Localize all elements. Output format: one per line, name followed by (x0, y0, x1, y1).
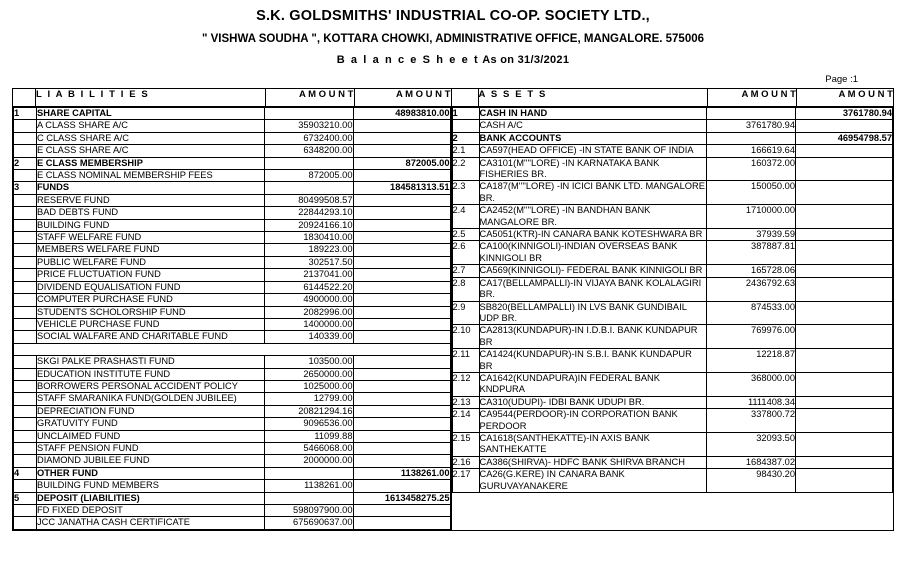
table-row (452, 145, 893, 157)
table-row (452, 229, 893, 241)
row-amount: 3761780.94 (707, 120, 796, 132)
row-amount: 6348200.00 (264, 145, 353, 157)
row-serial (14, 393, 37, 405)
row-amount-total (796, 301, 893, 325)
row-serial (14, 480, 37, 492)
row-amount-total (796, 409, 893, 433)
row-serial (14, 418, 37, 430)
row-serial (14, 405, 37, 417)
table-row (14, 170, 451, 182)
header-liabilities-sn (13, 89, 36, 107)
table-row (14, 207, 451, 219)
row-amount: 337800.72 (707, 409, 796, 433)
row-serial: 2.3 (452, 181, 479, 205)
row-amount-total (353, 219, 450, 231)
row-amount (264, 157, 353, 169)
table-row (14, 182, 451, 194)
row-amount-total (353, 269, 450, 281)
row-amount-total (796, 205, 893, 229)
table-row (452, 181, 893, 205)
table-row (14, 306, 451, 318)
row-serial: 2.17 (452, 469, 479, 493)
row-label: STAFF SMARANIKA FUND(GOLDEN JUBILEE) (37, 393, 265, 405)
row-label: CA5051(KTR)-IN CANARA BANK KOTESHWARA BR (479, 229, 707, 241)
row-serial (14, 356, 37, 368)
row-serial (14, 368, 37, 380)
row-label: CA1642(KUNDAPURA)IN FEDERAL BANK KNDPURA (479, 372, 707, 396)
row-amount-total (353, 380, 450, 392)
row-amount-total (353, 331, 450, 343)
row-serial: 1 (452, 108, 479, 120)
row-label: CA2452(M''''LORE) -IN BANDHAN BANK MANGALORE BR. (479, 205, 707, 229)
table-row (452, 469, 893, 493)
table-row (14, 455, 451, 467)
row-label: CA26(G.KERE) IN CANARA BANK GURUVAYANAKERE (479, 469, 707, 493)
header-assets-sn (451, 89, 478, 107)
row-label: BUILDING FUND (37, 219, 265, 231)
row-serial: 2.4 (452, 205, 479, 229)
row-amount-total (353, 306, 450, 318)
row-serial: 4 (14, 467, 37, 479)
row-amount: 2137041.00 (264, 269, 353, 281)
row-amount-total (796, 469, 893, 493)
row-serial: 2.11 (452, 349, 479, 373)
row-amount: 35903210.00 (264, 120, 353, 132)
row-amount-total (353, 256, 450, 268)
row-amount: 6144522.20 (264, 281, 353, 293)
row-amount: 12218.87 (707, 349, 796, 373)
row-label: STAFF WELFARE FUND (37, 232, 265, 244)
row-amount-total (353, 145, 450, 157)
row-amount: 5466068.00 (264, 442, 353, 454)
row-label: RESERVE FUND (37, 194, 265, 206)
row-serial (14, 430, 37, 442)
row-label: CA17(BELLAMPALLI)-IN VIJAYA BANK KOLALAGIRI BR. (479, 277, 707, 301)
report-title (12, 54, 894, 66)
row-serial: 2.1 (452, 145, 479, 157)
assets-column (451, 107, 894, 531)
row-label: CA9544(PERDOOR)-IN CORPORATION BANK PERDOOR (479, 409, 707, 433)
row-amount (264, 108, 353, 120)
row-serial: 2.12 (452, 372, 479, 396)
table-row (452, 108, 893, 120)
row-amount-total (353, 356, 450, 368)
row-amount: 2436792.63 (707, 277, 796, 301)
table-row (14, 294, 451, 306)
row-amount-total (796, 325, 893, 349)
header-assets-amount: A M O U N T (708, 89, 797, 107)
row-serial (14, 269, 37, 281)
row-label: CA597(HEAD OFFICE) -IN STATE BANK OF INDIA (479, 145, 707, 157)
row-amount (264, 467, 353, 479)
row-label: BAD DEBTS FUND (37, 207, 265, 219)
row-amount: 22844293.10 (264, 207, 353, 219)
row-serial: 2 (14, 157, 37, 169)
row-serial: 2.16 (452, 456, 479, 468)
table-row (452, 396, 893, 408)
spacer-cell (14, 343, 451, 355)
row-amount: 874533.00 (707, 301, 796, 325)
row-label: STAFF PENSION FUND (37, 442, 265, 454)
row-amount: 2082996.00 (264, 306, 353, 318)
row-serial (14, 442, 37, 454)
report-title-period: As on 31/3/2021 (482, 54, 570, 66)
table-row (14, 393, 451, 405)
table-row (14, 418, 451, 430)
row-amount-total: 184581313.51 (353, 182, 450, 194)
row-serial (14, 306, 37, 318)
row-label: SHARE CAPITAL (37, 108, 265, 120)
row-amount-total: 48983810.00 (353, 108, 450, 120)
table-row (14, 405, 451, 417)
row-amount-total (796, 456, 893, 468)
table-row (14, 505, 451, 517)
row-label: JCC JANATHA CASH CERTIFICATE (37, 517, 265, 529)
row-amount-total (353, 207, 450, 219)
liabilities-column (13, 107, 452, 531)
row-serial (14, 145, 37, 157)
row-amount: 32093.50 (707, 432, 796, 456)
row-label: VEHICLE PURCHASE FUND (37, 318, 265, 330)
row-amount-total (353, 294, 450, 306)
row-amount-total (353, 368, 450, 380)
row-amount: 368000.00 (707, 372, 796, 396)
table-row (14, 442, 451, 454)
row-label: A CLASS SHARE A/C (37, 120, 265, 132)
row-serial (14, 132, 37, 144)
row-label: DEPRECIATION FUND (37, 405, 265, 417)
row-amount-total: 46954798.57 (796, 132, 893, 144)
page-number: Page :1 (825, 74, 858, 85)
table-row (452, 325, 893, 349)
row-amount: 2650000.00 (264, 368, 353, 380)
row-amount: 598097900.00 (264, 505, 353, 517)
table-row (452, 301, 893, 325)
row-label: CA310(UDUPI)- IDBI BANK UDUPI BR. (479, 396, 707, 408)
row-serial (14, 219, 37, 231)
row-amount: 1400000.00 (264, 318, 353, 330)
row-amount: 20821294.16 (264, 405, 353, 417)
row-label: OTHER FUND (37, 467, 265, 479)
row-amount-total: 1613458275.25 (353, 492, 450, 504)
table-row (14, 318, 451, 330)
row-amount: 160372.00 (707, 157, 796, 181)
row-serial (14, 244, 37, 256)
table-row (14, 232, 451, 244)
organization-address: " VISHWA SOUDHA ", KOTTARA CHOWKI, ADMINISTRATIVE OFFICE, MANGALORE. 575006 (201, 33, 705, 45)
row-amount-total (796, 349, 893, 373)
row-serial: 2 (452, 132, 479, 144)
row-amount-total (353, 170, 450, 182)
row-amount: 12799.00 (264, 393, 353, 405)
row-amount: 140339.00 (264, 331, 353, 343)
row-label: DIVIDEND EQUALISATION FUND (37, 281, 265, 293)
row-label: EDUCATION INSTITUTE FUND (37, 368, 265, 380)
row-label: CA187(M''''LORE) -IN ICICI BANK LTD. MANGALORE BR. (479, 181, 705, 203)
row-amount-total (796, 372, 893, 396)
row-label: PUBLIC WELFARE FUND (37, 256, 265, 268)
row-amount-total (353, 232, 450, 244)
row-amount: 150050.00 (707, 181, 796, 205)
row-amount: 769976.00 (707, 325, 796, 349)
table-row (452, 409, 893, 433)
row-amount: 1138261.00 (264, 480, 353, 492)
table-row (14, 108, 451, 120)
row-amount: 9096536.00 (264, 418, 353, 430)
table-row (452, 120, 893, 132)
row-label: CA1424(KUNDAPUR)-IN S.B.I. BANK KUNDAPUR BR (479, 349, 707, 373)
row-amount: 20924166.10 (264, 219, 353, 231)
table-row (14, 281, 451, 293)
row-amount-total (353, 244, 450, 256)
row-amount-total (353, 281, 450, 293)
table-body-row (13, 107, 894, 531)
row-amount: 1830410.00 (264, 232, 353, 244)
table-row (14, 331, 451, 343)
row-amount-total: 3761780.94 (796, 108, 893, 120)
row-label: DEPOSIT (LIABILITIES) (37, 492, 265, 504)
liabilities-list (13, 107, 451, 530)
table-row (452, 205, 893, 229)
row-label: CASH IN HAND (479, 108, 707, 120)
table-row (14, 157, 451, 169)
row-serial: 2.6 (452, 241, 479, 265)
row-serial: 2.9 (452, 301, 479, 325)
row-amount-total (796, 157, 893, 181)
row-amount: 872005.00 (264, 170, 353, 182)
balance-sheet-table (12, 88, 894, 531)
row-label: CA386(SHIRVA)- HDFC BANK SHIRVA BRANCH (479, 456, 707, 468)
row-label: FUNDS (37, 182, 265, 194)
row-serial (452, 120, 479, 132)
table-row (14, 343, 451, 355)
assets-list (452, 107, 894, 493)
row-serial (14, 517, 37, 529)
report-title-main: B a l a n c e S h e e t (336, 54, 480, 66)
row-serial: 2.8 (452, 277, 479, 301)
row-label: CA2813(KUNDAPUR)-IN I.D.B.I. BANK KUNDAPUR BR (479, 325, 707, 349)
table-row (14, 269, 451, 281)
table-row (14, 467, 451, 479)
row-amount: 37939.59 (707, 229, 796, 241)
row-amount: 1710000.00 (707, 205, 796, 229)
row-amount-total (353, 505, 450, 517)
row-serial (14, 194, 37, 206)
row-label: E CLASS NOMINAL MEMBERSHIP FEES (37, 170, 265, 182)
table-row (14, 244, 451, 256)
table-row (452, 277, 893, 301)
row-amount: 166619.64 (707, 145, 796, 157)
row-label: UNCLAIMED FUND (37, 430, 265, 442)
row-serial (14, 331, 37, 343)
row-label: SOCIAL WALFARE AND CHARITABLE FUND (37, 331, 265, 343)
row-label: COMPUTER PURCHASE FUND (37, 294, 265, 306)
row-amount: 80499508.57 (264, 194, 353, 206)
row-label: SB820(BELLAMPALLI) IN LVS BANK GUNDIBAIL UDP BR. (479, 301, 707, 325)
row-label: CA569(KINNIGOLI)- FEDERAL BANK KINNIGOLI BR (479, 265, 707, 277)
organization-name: S.K. GOLDSMITHS' INDUSTRIAL CO-OP. SOCIETY LTD., (256, 8, 650, 24)
row-amount: 6732400.00 (264, 132, 353, 144)
table-row (452, 372, 893, 396)
row-label: BUILDING FUND MEMBERS (37, 480, 265, 492)
table-row (452, 265, 893, 277)
row-label: CA100(KINNIGOLI)-INDIAN OVERSEAS BANK KINNIGOLI BR (479, 241, 707, 265)
row-amount-total (796, 396, 893, 408)
row-serial: 3 (14, 182, 37, 194)
row-amount-total: 872005.00 (353, 157, 450, 169)
row-serial: 1 (14, 108, 37, 120)
row-amount-total (796, 265, 893, 277)
table-row (14, 368, 451, 380)
row-amount-total: 1138261.00 (353, 467, 450, 479)
row-serial: 2.14 (452, 409, 479, 433)
row-amount: 2000000.00 (264, 455, 353, 467)
row-amount-total (796, 145, 893, 157)
row-serial (14, 256, 37, 268)
row-amount: 1111408.34 (707, 396, 796, 408)
row-amount: 189223.00 (264, 244, 353, 256)
row-amount: 165728.06 (707, 265, 796, 277)
row-serial (14, 207, 37, 219)
row-label: CA3101(M''''LORE) -IN KARNATAKA BANK FISHERIES BR. (479, 157, 707, 181)
row-amount: 11099.88 (264, 430, 353, 442)
row-serial: 2.5 (452, 229, 479, 241)
row-serial (14, 281, 37, 293)
row-amount-total (796, 229, 893, 241)
row-amount-total (796, 241, 893, 265)
row-amount: 675690637.00 (264, 517, 353, 529)
row-serial: 2.13 (452, 396, 479, 408)
row-amount-total (796, 120, 893, 132)
row-serial (14, 380, 37, 392)
row-amount-total (796, 277, 893, 301)
row-amount: 1025000.00 (264, 380, 353, 392)
row-amount-total (353, 132, 450, 144)
table-header-row (13, 89, 894, 107)
row-amount-total (796, 181, 893, 205)
table-row (452, 157, 893, 181)
row-label: BANK ACCOUNTS (479, 132, 707, 144)
header-assets: A S S E T S (478, 89, 708, 107)
header-assets-amount2: A M O U N T (797, 89, 894, 107)
header-liabilities-amount2: A M O U N T (354, 89, 451, 107)
row-label: GRATUVITY FUND (37, 418, 265, 430)
row-label: PRICE FLUCTUATION FUND (37, 269, 265, 281)
table-row (14, 480, 451, 492)
row-serial (14, 170, 37, 182)
row-amount (707, 132, 796, 144)
row-label: CASH A/C (479, 120, 707, 132)
row-label: DIAMOND JUBILEE FUND (37, 455, 265, 467)
table-row (14, 380, 451, 392)
row-serial (14, 318, 37, 330)
table-row (14, 256, 451, 268)
row-amount: 387887.81 (707, 241, 796, 265)
row-amount-total (353, 120, 450, 132)
table-row (14, 145, 451, 157)
row-serial (14, 232, 37, 244)
row-label: E CLASS MEMBERSHIP (37, 157, 265, 169)
table-row (452, 132, 893, 144)
row-label: BORROWERS PERSONAL ACCIDENT POLICY (37, 380, 265, 392)
row-label: E CLASS SHARE A/C (37, 145, 265, 157)
table-row (14, 492, 451, 504)
row-amount-total (353, 430, 450, 442)
row-amount-total (353, 393, 450, 405)
table-row (14, 219, 451, 231)
row-amount (264, 492, 353, 504)
row-amount-total (353, 405, 450, 417)
table-row (14, 356, 451, 368)
row-amount-total (353, 418, 450, 430)
row-label: CA1618(SANTHEKATTE)-IN AXIS BANK SANTHEKATTE (479, 432, 707, 456)
row-serial: 5 (14, 492, 37, 504)
row-serial: 2.15 (452, 432, 479, 456)
row-amount: 103500.00 (264, 356, 353, 368)
row-serial (14, 505, 37, 517)
header-liabilities: L I A B I L I T I E S (36, 89, 266, 107)
row-amount (264, 182, 353, 194)
table-row (14, 132, 451, 144)
table-row (452, 349, 893, 373)
row-amount-total (353, 455, 450, 467)
row-amount-total (353, 442, 450, 454)
row-amount: 98430.20 (707, 469, 796, 493)
row-serial: 2.7 (452, 265, 479, 277)
row-label: FD FIXED DEPOSIT (37, 505, 265, 517)
row-label: MEMBERS WELFARE FUND (37, 244, 265, 256)
row-serial: 2.2 (452, 157, 479, 181)
row-label: STUDENTS SCHOLORSHIP FUND (37, 306, 265, 318)
table-row (14, 517, 451, 529)
row-amount: 302517.50 (264, 256, 353, 268)
row-serial: 2.10 (452, 325, 479, 349)
table-row (452, 432, 893, 456)
row-label: C CLASS SHARE A/C (37, 132, 265, 144)
table-row (14, 120, 451, 132)
row-amount: 4900000.00 (264, 294, 353, 306)
table-row (14, 430, 451, 442)
row-serial (14, 294, 37, 306)
row-serial (14, 120, 37, 132)
row-amount-total (353, 194, 450, 206)
header-liabilities-amount: A M O U N T (265, 89, 354, 107)
row-amount-total (353, 480, 450, 492)
row-amount: 1684387.02 (707, 456, 796, 468)
row-amount-total (353, 318, 450, 330)
row-serial (14, 455, 37, 467)
row-amount-total (796, 432, 893, 456)
table-row (452, 241, 893, 265)
table-row (14, 194, 451, 206)
row-amount-total (353, 517, 450, 529)
row-label: SKGI PALKE PRASHASTI FUND (37, 356, 265, 368)
row-amount (707, 108, 796, 120)
table-row (452, 456, 893, 468)
